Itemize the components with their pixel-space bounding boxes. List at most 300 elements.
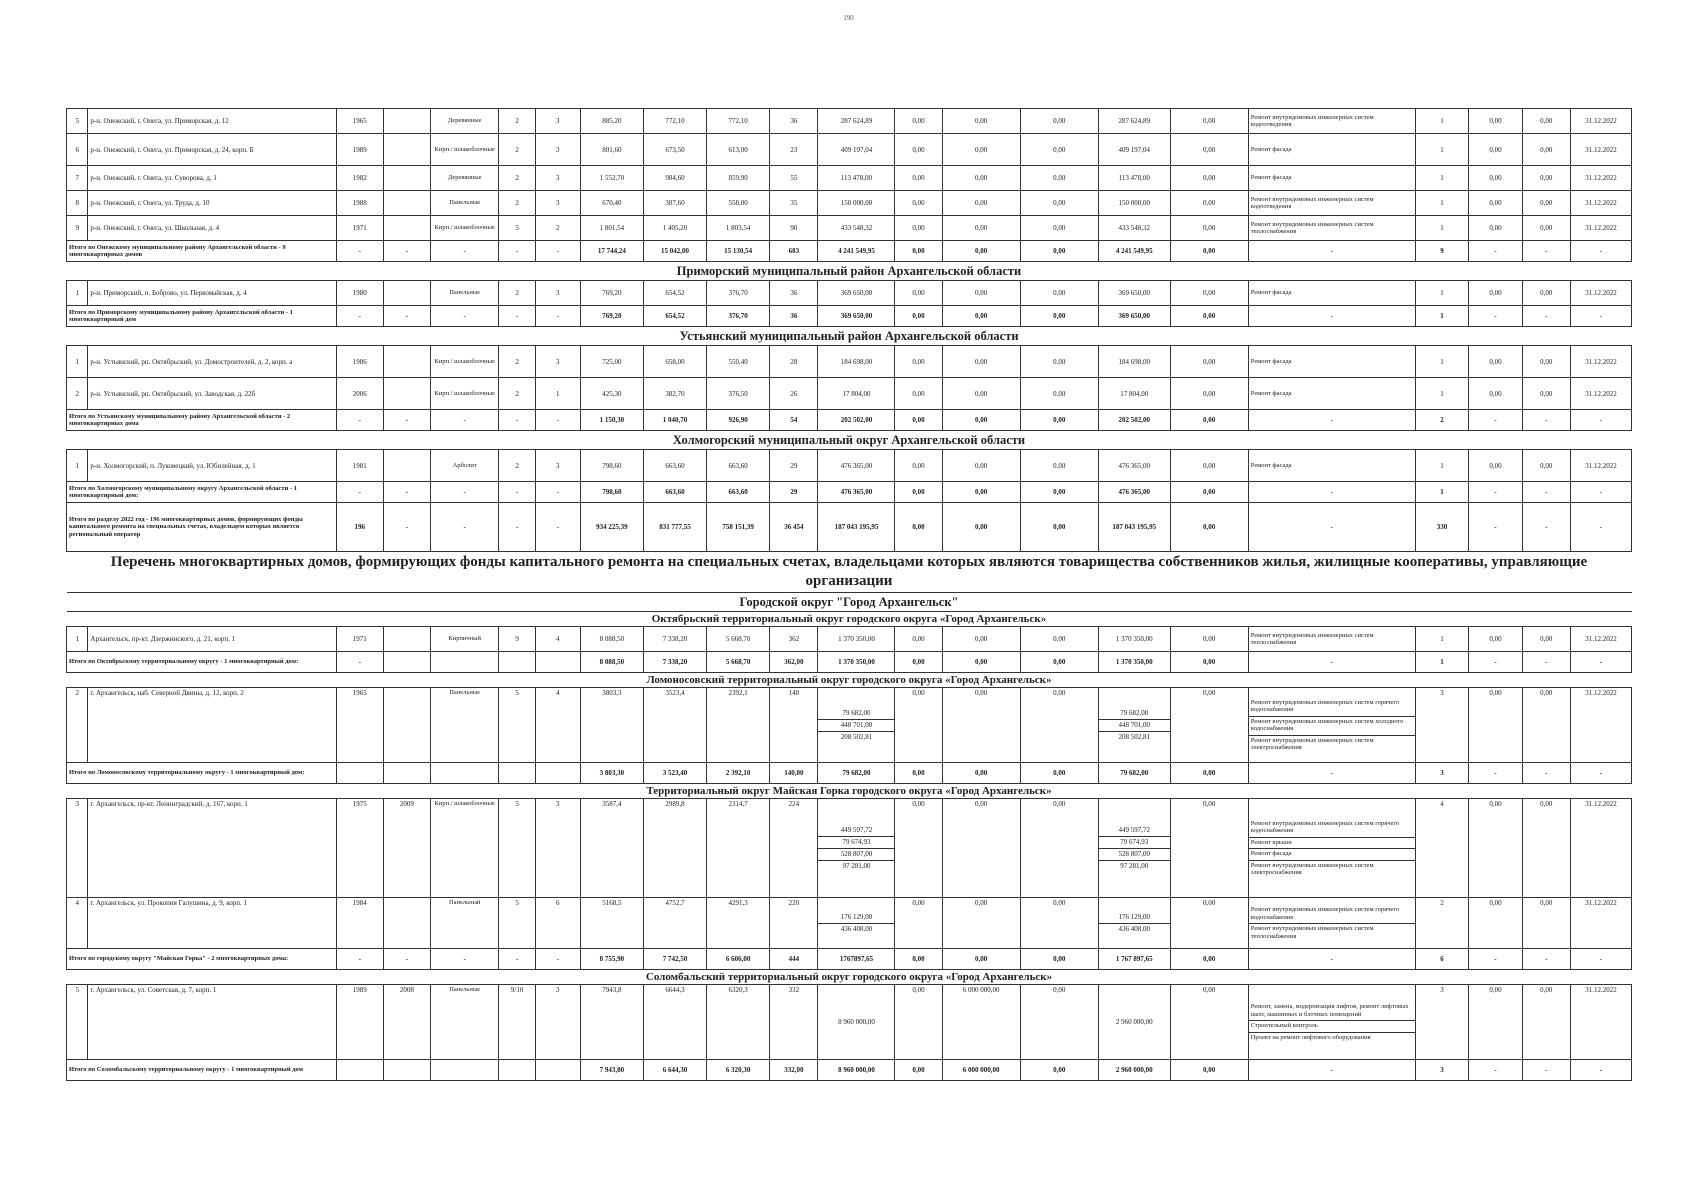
year-built: 1982 [336, 166, 383, 191]
fund-owner-line: 79 682,00 [1120, 709, 1149, 717]
building-address: р-н. Устьянский, рп. Октябрьский, ул. Домостроителей, д. 2, корп. а [88, 346, 336, 378]
subtotal-area-total: 769,20 [580, 306, 643, 327]
fund-fed: 0,00 [895, 688, 942, 763]
fund-owner: 113 478,00 [1098, 166, 1170, 191]
subtotal-area-total: 1 150,30 [580, 410, 643, 431]
area-living: 7 338,20 [643, 627, 706, 652]
subtotal-people: 36 454 [770, 503, 818, 552]
subtotal-work: - [1248, 503, 1415, 552]
fund-other: 0,00 [1170, 378, 1248, 410]
subtotal-row [67, 241, 1632, 262]
works-count: 3 [1415, 688, 1469, 763]
subtotal-fund-other: 0,00 [1170, 652, 1248, 673]
people: 362 [770, 627, 818, 652]
building-address: р-н. Онежский, г. Онега, ул. Труда, д. 10 [88, 191, 336, 216]
completion-date: 31.12.2022 [1570, 898, 1631, 949]
cost-total: 287 624,89 [818, 109, 895, 134]
fund-loc: 0,00 [1020, 166, 1098, 191]
subtotal-dash [499, 652, 535, 673]
year-built: 1989 [336, 134, 383, 166]
works-count: 1 [1415, 627, 1469, 652]
cost-total-line: 448 701,00 [818, 719, 894, 729]
fund-other: 0,00 [1170, 627, 1248, 652]
entrances-count: 3 [535, 985, 580, 1060]
subtotal-fund-loc: 0,00 [1020, 482, 1098, 503]
subtotal-work: - [1248, 763, 1415, 784]
completion-date: 31.12.2022 [1570, 627, 1631, 652]
subtotal-dash: - [499, 410, 535, 431]
fund-loc: 0,00 [1020, 627, 1098, 652]
work-type: Ремонт фасада [1248, 378, 1415, 410]
subtotal-people: 683 [770, 241, 818, 262]
year-built: 1984 [336, 898, 383, 949]
area-residents: 663,60 [707, 450, 770, 482]
year-built: 1971 [336, 627, 383, 652]
entrances-count: 3 [535, 191, 580, 216]
building-address: г. Архангельск, ул. Советская, д. 7, корп. 1 [88, 985, 336, 1060]
subtotal-fund-reg: 0,00 [942, 949, 1020, 970]
subtotal-count: 330 [1415, 503, 1469, 552]
specific-cost: 0,00 [1469, 109, 1523, 134]
subtotal-area-living: 3 523,40 [643, 763, 706, 784]
work-type-line: Ремонт крыши [1249, 837, 1415, 847]
subtotal-row [67, 652, 1632, 673]
subtotal-fund-reg: 0,00 [942, 306, 1020, 327]
fund-other: 0,00 [1170, 216, 1248, 241]
cost-total: 17 804,00 [818, 378, 895, 410]
max-specific-cost: 0,00 [1522, 450, 1570, 482]
area-total: 8 088,50 [580, 627, 643, 652]
specific-cost: 0,00 [1469, 378, 1523, 410]
subtotal-fund-owner: 4 241 549,95 [1098, 241, 1170, 262]
floors-count: 2 [499, 450, 535, 482]
fund-other: 0,00 [1170, 134, 1248, 166]
subtotal-area-living: 663,60 [643, 482, 706, 503]
subtotal-dash: - [383, 410, 430, 431]
work-type-line: Ремонт внутридомовых инженерных систем теплоснабжения [1249, 923, 1415, 940]
subtotal-fund-owner: 476 365,00 [1098, 482, 1170, 503]
subtotal-count: 1 [1415, 482, 1469, 503]
specific-cost: 0,00 [1469, 985, 1523, 1060]
subtotal-work: - [1248, 410, 1415, 431]
cost-total: 1 370 350,00 [818, 627, 895, 652]
subtotal-fund-fed: 0,00 [895, 949, 942, 970]
subtotal-sp1: - [1469, 482, 1523, 503]
subtotal-date: - [1570, 763, 1631, 784]
subtotal-fund-loc: 0,00 [1020, 949, 1098, 970]
subtotal-row [67, 482, 1632, 503]
subtotal-dash: - [336, 410, 383, 431]
floors-count: 5 [499, 799, 535, 898]
fund-loc: 0,00 [1020, 109, 1098, 134]
people: 29 [770, 450, 818, 482]
fund-reg: 0,00 [942, 216, 1020, 241]
subtotal-fund-other: 0,00 [1170, 503, 1248, 552]
subtotal-fund-fed: 0,00 [895, 1060, 942, 1081]
specific-cost: 0,00 [1469, 134, 1523, 166]
subtotal-row [67, 410, 1632, 431]
floors-count: 2 [499, 166, 535, 191]
subtotal-date: - [1570, 652, 1631, 673]
subtotal-fund-reg: 0,00 [942, 410, 1020, 431]
area-living: 6644,3 [643, 985, 706, 1060]
subtotal-row [67, 949, 1632, 970]
building-row [67, 346, 1632, 378]
row-number: 2 [67, 378, 88, 410]
district-header-row [67, 593, 1632, 612]
work-type: Ремонт фасада [1248, 281, 1415, 306]
floors-count: 2 [499, 378, 535, 410]
area-living: 387,60 [643, 191, 706, 216]
subtotal-label: Итого по Устьянскому муниципальному району Архангельской области - 2 многоквартирных дома [67, 410, 337, 431]
people: 140 [770, 688, 818, 763]
subtotal-count: 9 [1415, 241, 1469, 262]
district-header-row [67, 612, 1632, 627]
area-residents: 1 803,54 [707, 216, 770, 241]
area-residents: 558,00 [707, 191, 770, 216]
subtotal-people: 54 [770, 410, 818, 431]
max-specific-cost: 0,00 [1522, 627, 1570, 652]
subtotal-fund-owner: 1 767 897,65 [1098, 949, 1170, 970]
subtotal-area-residents: 926,90 [707, 410, 770, 431]
entrances-count: 1 [535, 378, 580, 410]
fund-reg: 0,00 [942, 166, 1020, 191]
area-living: 3523,4 [643, 688, 706, 763]
area-total: 5168,5 [580, 898, 643, 949]
year-repair: 2009 [383, 799, 430, 898]
subtotal-fund-other: 0,00 [1170, 482, 1248, 503]
building-row [67, 134, 1632, 166]
area-residents: 2392,1 [707, 688, 770, 763]
fund-loc: 0,00 [1020, 799, 1098, 898]
subtotal-dash [336, 763, 383, 784]
fund-reg: 0,00 [942, 134, 1020, 166]
subtotal-dash: - [499, 949, 535, 970]
building-address: г. Архангельск, пр-кт. Ленинградский, д. 167, корп. 1 [88, 799, 336, 898]
fund-other: 0,00 [1170, 346, 1248, 378]
subtotal-cost-total: 8 960 000,00 [818, 1060, 895, 1081]
cost-total-line: 79 674,93 [818, 836, 894, 846]
cost-total-line: 79 682,00 [842, 709, 871, 717]
subtotal-label: Итого по Ломоносовскому территориальному округу - 1 многоквартирный дом: [67, 763, 337, 784]
building-row [67, 627, 1632, 652]
fund-other: 0,00 [1170, 898, 1248, 949]
subtotal-fund-loc: 0,00 [1020, 1060, 1098, 1081]
building-address: р-н. Устьянский, рп. Октябрьский, ул. Заводская, д. 22б [88, 378, 336, 410]
subtotal-people: 362,00 [770, 652, 818, 673]
area-total: 1 552,70 [580, 166, 643, 191]
fund-fed: 0,00 [895, 346, 942, 378]
people: 28 [770, 346, 818, 378]
row-number: 7 [67, 166, 88, 191]
fund-other: 0,00 [1170, 985, 1248, 1060]
subtotal-fund-fed: 0,00 [895, 503, 942, 552]
max-specific-cost: 0,00 [1522, 985, 1570, 1060]
subtotal-fund-owner: 1 370 350,00 [1098, 652, 1170, 673]
cost-total-line: 528 807,00 [818, 848, 894, 858]
area-residents: 6320,3 [707, 985, 770, 1060]
subtotal-dash: - [336, 241, 383, 262]
area-residents: 613,00 [707, 134, 770, 166]
subtotal-dash: - [535, 949, 580, 970]
fund-owner: 150 000,00 [1098, 191, 1170, 216]
fund-fed: 0,00 [895, 378, 942, 410]
area-residents: 376,50 [707, 378, 770, 410]
subtotal-people: 140,00 [770, 763, 818, 784]
subtotal-fund-reg: 0,00 [942, 652, 1020, 673]
subtotal-label: Итого по Онежскому муниципальному району Архангельской области - 9 многоквартирных домов [67, 241, 337, 262]
fund-reg: 0,00 [942, 688, 1020, 763]
fund-loc: 0,00 [1020, 216, 1098, 241]
floors-count: 5 [499, 688, 535, 763]
register-table [66, 108, 1632, 1081]
completion-date: 31.12.2022 [1570, 346, 1631, 378]
subtotal-people: 29 [770, 482, 818, 503]
row-number: 5 [67, 109, 88, 134]
fund-owner: 17 804,00 [1098, 378, 1170, 410]
fund-owner-line: 2 960 000,00 [1115, 1018, 1153, 1026]
subtotal-date: - [1570, 241, 1631, 262]
area-total: 1 801,54 [580, 216, 643, 241]
max-specific-cost: 0,00 [1522, 134, 1570, 166]
building-row [67, 281, 1632, 306]
subtotal-dash: - [499, 241, 535, 262]
people: 26 [770, 378, 818, 410]
subtotal-sp1: - [1469, 241, 1523, 262]
work-type-line: Ремонт внутридомовых инженерных систем горячего водоснабжения [1250, 906, 1400, 921]
subtotal-cost-total: 79 682,00 [818, 763, 895, 784]
capital-repair-register [66, 108, 1632, 1081]
completion-date: 31.12.2022 [1570, 450, 1631, 482]
subtotal-dash: - [430, 241, 499, 262]
wall-material: Кирп./ шлакоблочные [430, 378, 499, 410]
subtotal-area-living: 831 777,55 [643, 503, 706, 552]
work-type-line: Строительный контроль [1249, 1020, 1415, 1030]
max-specific-cost: 0,00 [1522, 346, 1570, 378]
district-header-row [67, 970, 1632, 985]
subtotal-dash [430, 652, 499, 673]
building-row [67, 191, 1632, 216]
people: 332 [770, 985, 818, 1060]
specific-cost: 0,00 [1469, 346, 1523, 378]
fund-reg: 0,00 [942, 346, 1020, 378]
subtotal-dash: - [499, 482, 535, 503]
fund-owner-line: 528 807,00 [1099, 848, 1170, 858]
subtotal-sp2: - [1522, 306, 1570, 327]
subtotal-area-residents: 376,70 [707, 306, 770, 327]
year-built: 1986 [336, 346, 383, 378]
entrances-count: 3 [535, 346, 580, 378]
max-specific-cost: 0,00 [1522, 109, 1570, 134]
max-specific-cost: 0,00 [1522, 799, 1570, 898]
year-repair [383, 378, 430, 410]
subtotal-label: Итого по Приморскому муниципальному району Архангельской области - 1 многоквартирный дом [67, 306, 337, 327]
subtotal-fund-reg: 0,00 [942, 503, 1020, 552]
work-type [1248, 985, 1415, 1060]
subtotal-fund-fed: 0,00 [895, 482, 942, 503]
floors-count: 5 [499, 216, 535, 241]
subtotal-fund-reg: 0,00 [942, 763, 1020, 784]
fund-other: 0,00 [1170, 688, 1248, 763]
fund-owner [1098, 799, 1170, 898]
max-specific-cost: 0,00 [1522, 191, 1570, 216]
year-built: 1988 [336, 191, 383, 216]
work-type-line: Ремонт внутридомовых инженерных систем холодного водоснабжения [1249, 716, 1415, 733]
entrances-count: 3 [535, 166, 580, 191]
building-address: р-н. Онежский, г. Онега, ул. Суворова, д. 1 [88, 166, 336, 191]
fund-owner: 433 548,32 [1098, 216, 1170, 241]
work-type-line: Ремонт внутридомовых инженерных систем горячего водоснабжения [1250, 698, 1400, 713]
subtotal-fund-owner: 202 502,00 [1098, 410, 1170, 431]
subtotal-count: 6 [1415, 949, 1469, 970]
building-address: р-н. Холмогорский, п. Луковецкий, ул. Юбилейная, д. 1 [88, 450, 336, 482]
subtotal-fund-other: 0,00 [1170, 763, 1248, 784]
cost-total [818, 985, 895, 1060]
area-living: 4752,7 [643, 898, 706, 949]
completion-date: 31.12.2022 [1570, 378, 1631, 410]
fund-reg: 0,00 [942, 450, 1020, 482]
district-title: Октябрьский территориальный округ городского округа «Город Архангельск» [67, 612, 1632, 627]
subtotal-fund-reg: 0,00 [942, 241, 1020, 262]
subtotal-dash [336, 1060, 383, 1081]
year-built: 1980 [336, 281, 383, 306]
subtotal-dash [535, 652, 580, 673]
fund-other: 0,00 [1170, 450, 1248, 482]
subtotal-dash [383, 652, 430, 673]
works-count: 1 [1415, 216, 1469, 241]
subtotal-dash: - [383, 949, 430, 970]
subtotal-count: 2 [1415, 410, 1469, 431]
subtotal-people: 36 [770, 306, 818, 327]
fund-owner [1098, 985, 1170, 1060]
fund-fed: 0,00 [895, 799, 942, 898]
district-header-row [67, 784, 1632, 799]
entrances-count: 4 [535, 627, 580, 652]
subtotal-count: 1 [1415, 306, 1469, 327]
specific-cost: 0,00 [1469, 191, 1523, 216]
people: 36 [770, 281, 818, 306]
row-number: 1 [67, 450, 88, 482]
subtotal-sp1: - [1469, 306, 1523, 327]
floors-count: 2 [499, 134, 535, 166]
subtotal-count: 1 [1415, 652, 1469, 673]
building-row [67, 166, 1632, 191]
fund-other: 0,00 [1170, 799, 1248, 898]
fund-owner-line: 79 674,93 [1099, 836, 1170, 846]
works-count: 1 [1415, 191, 1469, 216]
fund-fed: 0,00 [895, 985, 942, 1060]
row-number: 3 [67, 799, 88, 898]
building-address: р-н. Онежский, г. Онега, ул. Школьная, д. 4 [88, 216, 336, 241]
subtotal-cost-total: 1 370 350,00 [818, 652, 895, 673]
area-living: 2989,8 [643, 799, 706, 898]
fund-reg: 0,00 [942, 378, 1020, 410]
subtotal-fund-other: 0,00 [1170, 241, 1248, 262]
area-residents: 5 668,70 [707, 627, 770, 652]
area-total: 670,40 [580, 191, 643, 216]
cost-total: 113 478,00 [818, 166, 895, 191]
building-row [67, 688, 1632, 763]
year-built: 1965 [336, 109, 383, 134]
subtotal-count: 3 [1415, 1060, 1469, 1081]
subtotal-date: - [1570, 949, 1631, 970]
specific-cost: 0,00 [1469, 450, 1523, 482]
completion-date: 31.12.2022 [1570, 799, 1631, 898]
works-count: 1 [1415, 450, 1469, 482]
area-total: 7943,8 [580, 985, 643, 1060]
specific-cost: 0,00 [1469, 799, 1523, 898]
floors-count: 2 [499, 281, 535, 306]
fund-owner [1098, 688, 1170, 763]
year-built: 1965 [336, 688, 383, 763]
subtotal-dash: - [336, 482, 383, 503]
fund-owner: 409 197,04 [1098, 134, 1170, 166]
area-total: 725,00 [580, 346, 643, 378]
fund-fed: 0,00 [895, 216, 942, 241]
subtotal-area-residents: 2 392,10 [707, 763, 770, 784]
people: 220 [770, 898, 818, 949]
subtotal-area-living: 654,52 [643, 306, 706, 327]
year-repair: 2008 [383, 985, 430, 1060]
row-number: 2 [67, 688, 88, 763]
completion-date: 31.12.2022 [1570, 166, 1631, 191]
area-living: 658,00 [643, 346, 706, 378]
area-living: 984,60 [643, 166, 706, 191]
cost-total-line: 436 408,00 [818, 923, 894, 933]
fund-loc: 0,00 [1020, 378, 1098, 410]
page-number: 190 [843, 14, 854, 22]
subtotal-sp1: - [1469, 763, 1523, 784]
subtotal-area-living: 7 338,20 [643, 652, 706, 673]
subtotal-cost-total: 476 365,00 [818, 482, 895, 503]
year-built: 1989 [336, 985, 383, 1060]
district-title: Соломбальский территориальный округ городского округа «Город Архангельск» [67, 970, 1632, 985]
works-count: 3 [1415, 985, 1469, 1060]
completion-date: 31.12.2022 [1570, 216, 1631, 241]
area-residents: 550,40 [707, 346, 770, 378]
register-rows [67, 109, 1632, 1081]
district-title: Холмогорский муниципальный округ Архангельской области [67, 431, 1632, 450]
wall-material: Кирп./ шлакоблочные [430, 346, 499, 378]
fund-fed: 0,00 [895, 898, 942, 949]
work-type: Ремонт фасада [1248, 450, 1415, 482]
subtotal-dash [430, 763, 499, 784]
subtotal-area-total: 8 088,50 [580, 652, 643, 673]
row-number: 1 [67, 281, 88, 306]
area-total: 425,30 [580, 378, 643, 410]
fund-fed: 0,00 [895, 281, 942, 306]
year-built: 1981 [336, 450, 383, 482]
entrances-count: 6 [535, 898, 580, 949]
subtotal-area-living: 1 040,70 [643, 410, 706, 431]
subtotal-dash: - [499, 503, 535, 552]
area-total: 885,20 [580, 109, 643, 134]
fund-owner: 287 624,89 [1098, 109, 1170, 134]
district-title: Приморский муниципальный район Архангельской области [67, 262, 1632, 281]
fund-loc: 0,00 [1020, 281, 1098, 306]
subtotal-fund-other: 0,00 [1170, 306, 1248, 327]
building-address: р-н. Онежский, г. Онега, ул. Приморская, д. 12 [88, 109, 336, 134]
subtotal-area-living: 15 042,00 [643, 241, 706, 262]
subtotal-fund-loc: 0,00 [1020, 306, 1098, 327]
subtotal-cost-total: 369 650,00 [818, 306, 895, 327]
fund-loc: 0,00 [1020, 985, 1098, 1060]
subtotal-sp2: - [1522, 763, 1570, 784]
subtotal-area-residents: 5 668,70 [707, 652, 770, 673]
entrances-count: 3 [535, 109, 580, 134]
building-row [67, 799, 1632, 898]
cost-total [818, 898, 895, 949]
